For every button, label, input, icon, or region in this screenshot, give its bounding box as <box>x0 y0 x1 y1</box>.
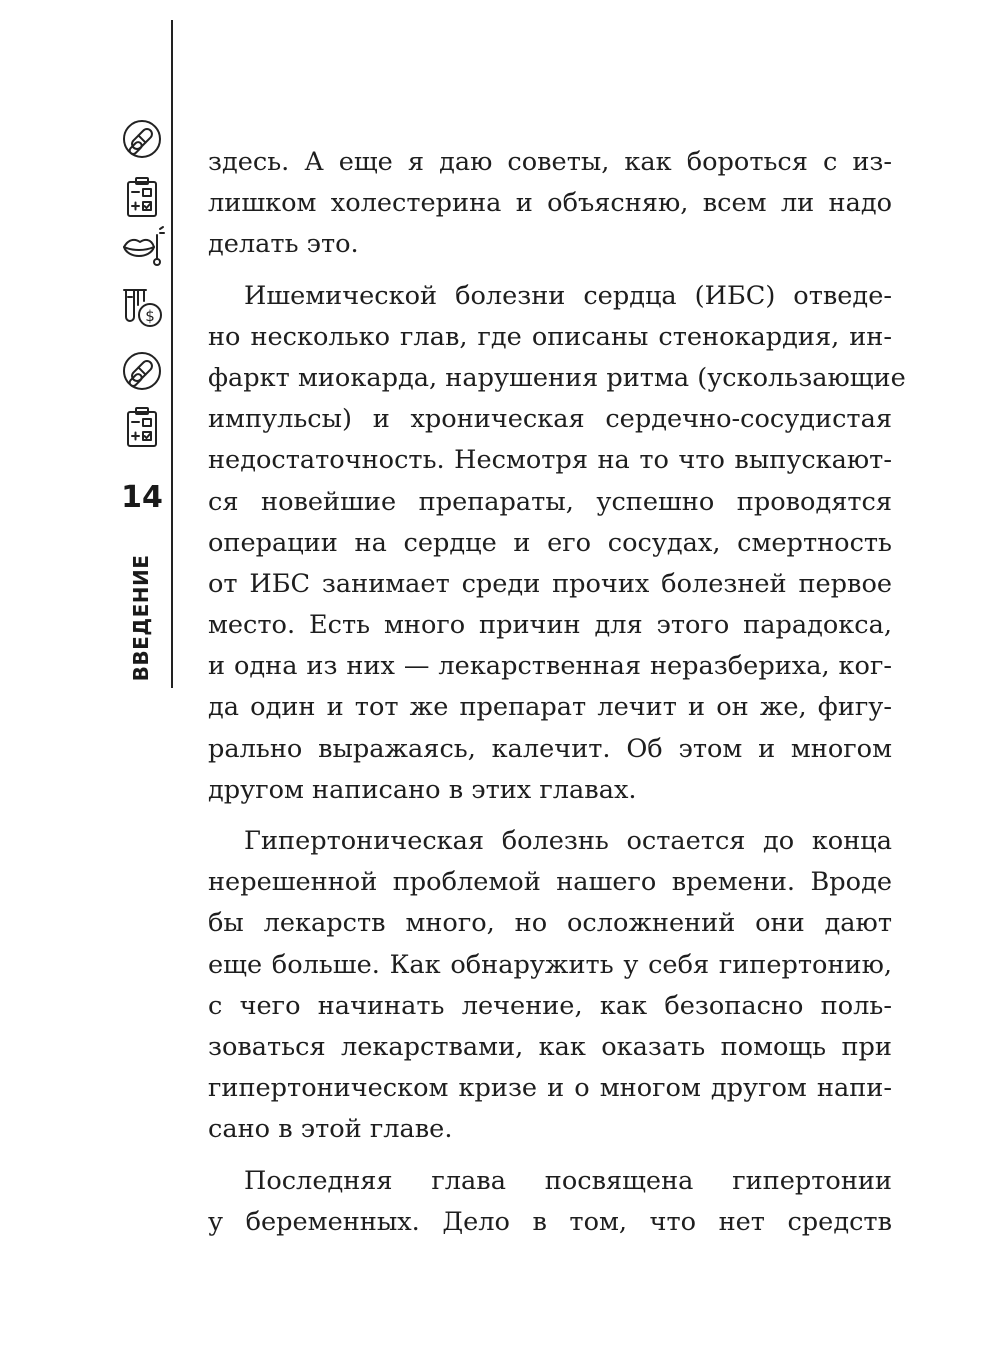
margin-rule <box>171 20 173 688</box>
text-line: у беременных. Дело в том, что нет средств <box>208 1206 892 1237</box>
svg-text:$: $ <box>145 307 155 325</box>
text-line: Ишемической болезни сердца (ИБС) отведе- <box>244 280 892 311</box>
paragraph-3 <box>208 821 892 1151</box>
text-line: здесь. А еще я даю советы, как бороться с из- <box>208 147 892 177</box>
text-line: гипертоническом кризе и о многом другом напи- <box>208 1073 892 1104</box>
mouth-thermometer-icon <box>119 225 165 271</box>
page-number: 14 <box>121 480 163 515</box>
text-line: недостаточность. Несмотря на то что выпускают- <box>208 445 892 476</box>
paragraph-1 <box>208 142 892 266</box>
text-line: с чего начинать лечение, как безопасно поль- <box>208 990 892 1021</box>
body-text <box>208 142 906 1243</box>
pill-capsules-icon <box>119 116 165 162</box>
text-line: бы лекарств много, но осложнений они дают <box>208 908 892 939</box>
text-line: операции на сердце и его сосудах, смертность <box>208 527 892 558</box>
text-line: ся новейшие препараты, успешно проводятся <box>208 486 892 517</box>
text-line: но несколько глав, где описаны стенокардия, ин- <box>208 321 892 352</box>
text-line: рально выражаясь, калечит. Об этом и многом <box>208 733 892 764</box>
text-line: сано в этой главе. <box>208 1114 453 1145</box>
paragraph-4 <box>208 1161 892 1243</box>
text-line: Гипертоническая болезнь остается до конца <box>244 826 892 856</box>
paragraph-2 <box>208 276 906 811</box>
text-line: зоваться лекарствами, как оказать помощь при <box>208 1031 892 1062</box>
test-tubes-dollar-icon <box>119 283 165 329</box>
text-line: место. Есть много причин для этого парадокса, <box>208 610 892 641</box>
text-line: лишком холестерина и объясняю, всем ли надо <box>208 188 892 219</box>
medical-chart-icon <box>119 404 165 450</box>
text-line: и одна из них — лекарственная неразбериха, ког- <box>208 651 892 682</box>
text-line: нерешенной проблемой нашего времени. Вроде <box>208 867 892 898</box>
text-line: фаркт миокарда, нарушения ритма (ускользающие <box>208 362 906 393</box>
text-line: импульсы) и хроническая сердечно-сосудистая <box>208 404 892 435</box>
pill-capsules-icon <box>119 348 165 394</box>
text-line: да один и тот же препарат лечит и он же, фигу- <box>208 692 892 723</box>
text-line: другом написано в этих главах. <box>208 774 637 805</box>
text-line: от ИБС занимает среди прочих болезней первое <box>208 568 892 599</box>
text-line: делать это. <box>208 229 359 260</box>
text-line: еще больше. Как обнаружить у себя гипертонию, <box>208 949 892 980</box>
section-title: ВВЕДЕНИЕ <box>129 554 153 682</box>
medical-chart-icon <box>119 174 165 220</box>
text-line: Последняя глава посвящена гипертонии <box>244 1165 892 1196</box>
